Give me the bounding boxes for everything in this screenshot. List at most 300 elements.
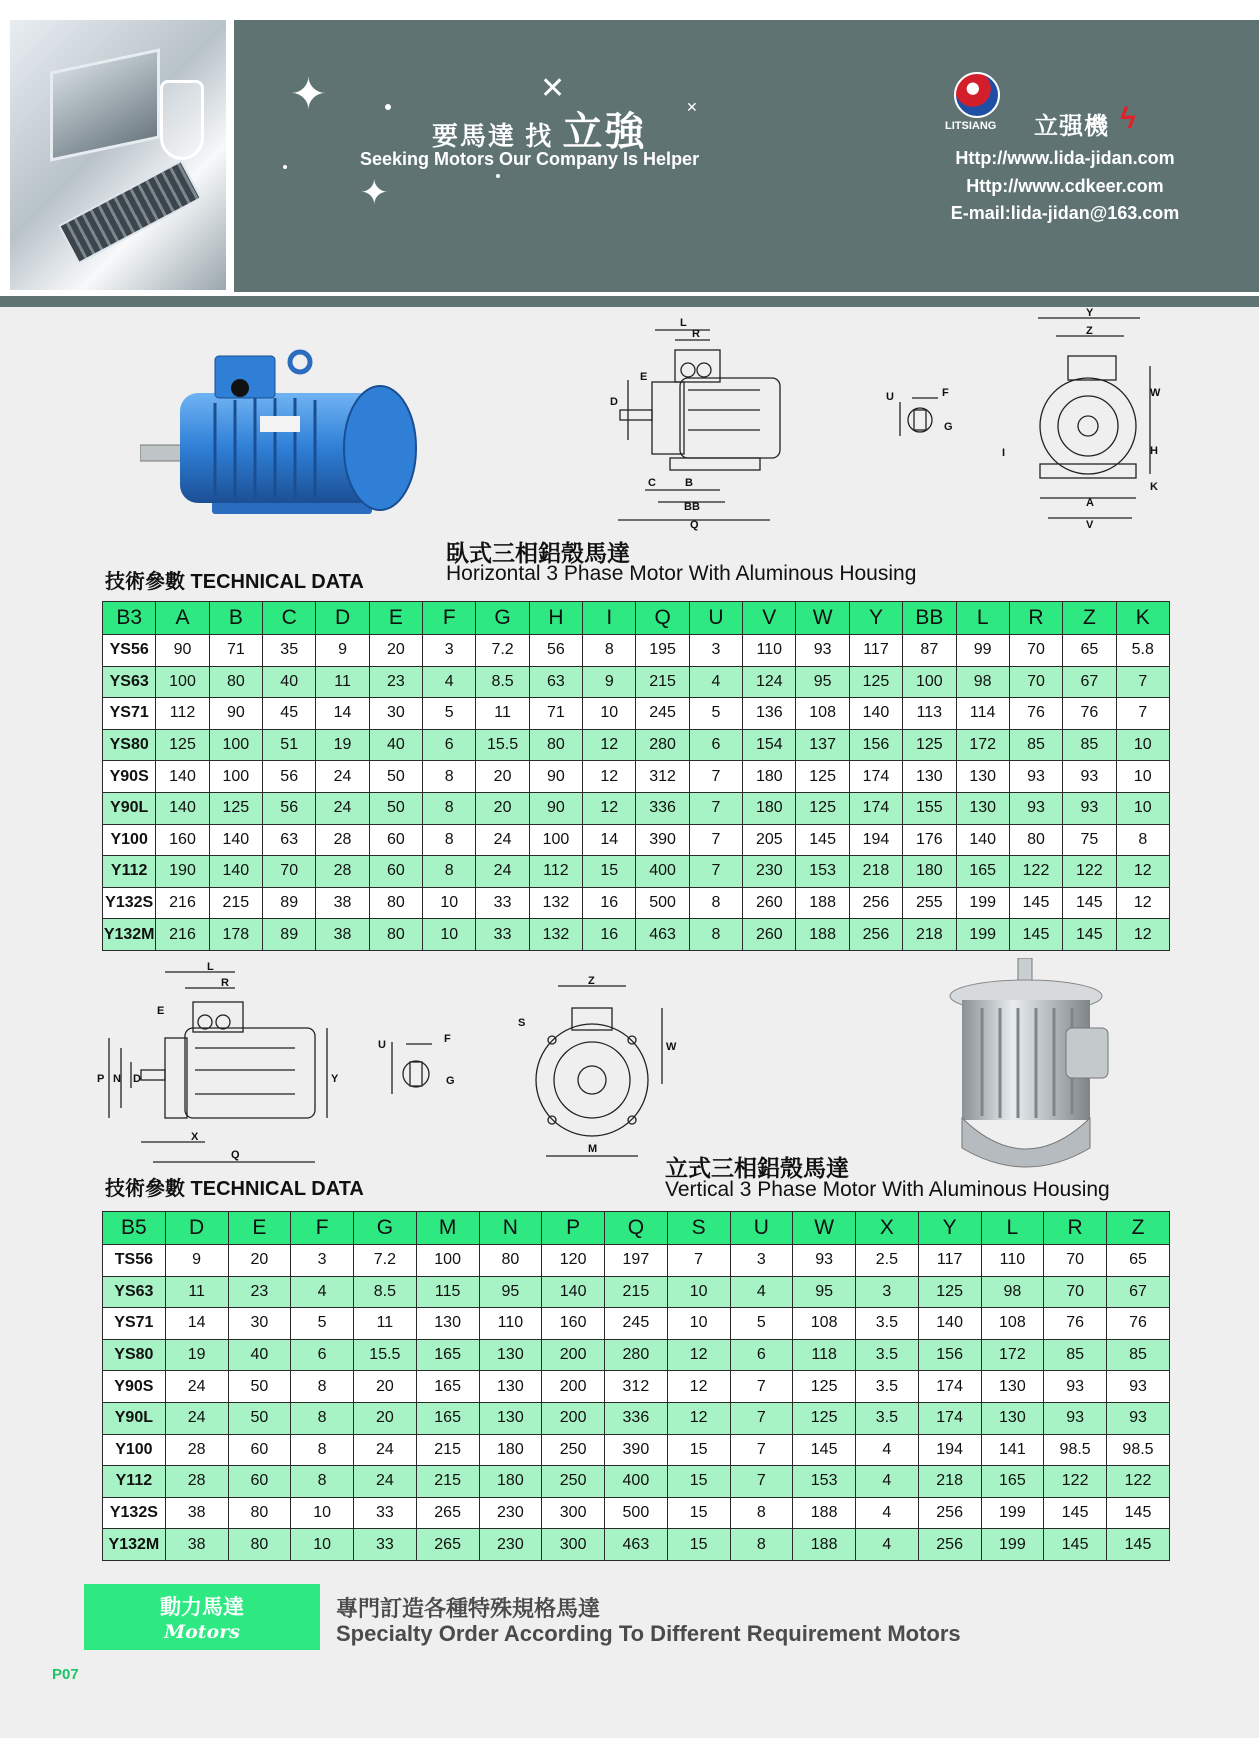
- section1-tech-title: 技術參數 TECHNICAL DATA: [105, 571, 364, 593]
- value-cell: 4: [856, 1497, 919, 1529]
- value-cell: 80: [209, 666, 262, 698]
- value-cell: 50: [369, 792, 422, 824]
- footer-slogan-en: Specialty Order According To Different Requirement Motors: [336, 1621, 961, 1646]
- dim-label: F: [942, 387, 949, 399]
- value-cell: 218: [849, 856, 902, 888]
- column-header: B: [209, 602, 262, 635]
- value-cell: 245: [636, 698, 689, 730]
- column-header: Q: [636, 602, 689, 635]
- value-cell: 20: [476, 792, 529, 824]
- value-cell: 112: [529, 856, 582, 888]
- value-cell: 130: [479, 1371, 542, 1403]
- dim-label: Q: [690, 519, 699, 531]
- value-cell: 250: [542, 1434, 605, 1466]
- value-cell: 14: [583, 824, 636, 856]
- value-cell: 195: [636, 635, 689, 667]
- value-cell: 130: [479, 1402, 542, 1434]
- dim-label: Z: [588, 975, 595, 987]
- value-cell: 67: [1063, 666, 1116, 698]
- value-cell: 10: [583, 698, 636, 730]
- value-cell: 98: [981, 1276, 1044, 1308]
- value-cell: 199: [956, 919, 1009, 951]
- value-cell: 215: [605, 1276, 668, 1308]
- value-cell: 390: [636, 824, 689, 856]
- dim-label: Y: [331, 1073, 339, 1085]
- value-cell: 140: [156, 761, 209, 793]
- dim-label: G: [446, 1075, 455, 1087]
- value-cell: 125: [918, 1276, 981, 1308]
- value-cell: 256: [849, 887, 902, 919]
- value-cell: 176: [903, 824, 956, 856]
- lightning-bolt-icon: ϟ: [1120, 102, 1136, 135]
- model-cell: Y132M: [103, 1529, 166, 1561]
- value-cell: 145: [1009, 887, 1062, 919]
- value-cell: 50: [369, 761, 422, 793]
- badge-chinese: 動力馬達: [160, 1596, 244, 1619]
- office-photo: [8, 18, 228, 292]
- value-cell: 90: [156, 635, 209, 667]
- value-cell: 280: [636, 729, 689, 761]
- value-cell: 280: [605, 1339, 668, 1371]
- value-cell: 16: [583, 919, 636, 951]
- column-header: L: [956, 602, 1009, 635]
- dim-label: E: [157, 1005, 165, 1017]
- value-cell: 153: [796, 856, 849, 888]
- value-cell: 40: [263, 666, 316, 698]
- website-link-2[interactable]: Http://www.cdkeer.com: [966, 176, 1164, 196]
- value-cell: 165: [416, 1371, 479, 1403]
- value-cell: 40: [228, 1339, 291, 1371]
- glass-image: [160, 80, 204, 160]
- value-cell: 100: [156, 666, 209, 698]
- website-link-1[interactable]: Http://www.lida-jidan.com: [955, 148, 1175, 168]
- value-cell: 95: [793, 1276, 856, 1308]
- value-cell: 80: [1009, 824, 1062, 856]
- value-cell: 80: [479, 1245, 542, 1277]
- value-cell: 122: [1107, 1466, 1170, 1498]
- value-cell: 113: [903, 698, 956, 730]
- table-header-row: [103, 602, 1170, 635]
- value-cell: 7: [689, 824, 742, 856]
- value-cell: 230: [479, 1497, 542, 1529]
- value-cell: 100: [529, 824, 582, 856]
- value-cell: 11: [476, 698, 529, 730]
- column-header: P: [542, 1212, 605, 1245]
- sparkle-icon: ✕: [686, 99, 698, 115]
- value-cell: 145: [796, 824, 849, 856]
- badge-english: Motors: [164, 1621, 240, 1643]
- value-cell: 93: [1107, 1371, 1170, 1403]
- value-cell: 23: [369, 666, 422, 698]
- section2-tech-title: 技術參數 TECHNICAL DATA: [105, 1178, 364, 1200]
- value-cell: 4: [856, 1466, 919, 1498]
- value-cell: 199: [981, 1497, 1044, 1529]
- value-cell: 110: [743, 635, 796, 667]
- value-cell: 4: [689, 666, 742, 698]
- value-cell: 90: [529, 761, 582, 793]
- value-cell: 3: [856, 1276, 919, 1308]
- column-header: H: [529, 602, 582, 635]
- value-cell: 132: [529, 919, 582, 951]
- value-cell: 140: [956, 824, 1009, 856]
- value-cell: 12: [1116, 919, 1169, 951]
- column-header: W: [793, 1212, 856, 1245]
- value-cell: 4: [856, 1434, 919, 1466]
- value-cell: 60: [369, 824, 422, 856]
- value-cell: 93: [1063, 761, 1116, 793]
- value-cell: 76: [1044, 1308, 1107, 1340]
- value-cell: 130: [956, 761, 1009, 793]
- logo-english: LITSIANG: [945, 120, 997, 132]
- value-cell: 165: [956, 856, 1009, 888]
- value-cell: 11: [316, 666, 369, 698]
- value-cell: 312: [636, 761, 689, 793]
- value-cell: 256: [918, 1529, 981, 1561]
- value-cell: 6: [730, 1339, 793, 1371]
- section1-product-title-cn: 臥式三相鋁殼馬達: [446, 540, 630, 566]
- value-cell: 65: [1107, 1245, 1170, 1277]
- model-cell: YS80: [103, 1339, 166, 1371]
- value-cell: 336: [636, 792, 689, 824]
- value-cell: 199: [956, 887, 1009, 919]
- column-header: G: [476, 602, 529, 635]
- value-cell: 24: [165, 1371, 228, 1403]
- value-cell: 180: [743, 761, 796, 793]
- value-cell: 180: [743, 792, 796, 824]
- value-cell: 218: [903, 919, 956, 951]
- dim-label: F: [444, 1033, 451, 1045]
- motors-badge: [84, 1584, 320, 1650]
- value-cell: 98: [956, 666, 1009, 698]
- value-cell: 63: [263, 824, 316, 856]
- value-cell: 160: [156, 824, 209, 856]
- horizontal-front-view-drawing: [1000, 306, 1170, 532]
- value-cell: 71: [209, 635, 262, 667]
- value-cell: 110: [479, 1308, 542, 1340]
- value-cell: 33: [354, 1497, 417, 1529]
- value-cell: 194: [918, 1434, 981, 1466]
- value-cell: 71: [529, 698, 582, 730]
- value-cell: 155: [903, 792, 956, 824]
- value-cell: 500: [605, 1497, 668, 1529]
- value-cell: 3: [291, 1245, 354, 1277]
- company-logo-icon: [954, 72, 1000, 118]
- value-cell: 24: [165, 1402, 228, 1434]
- value-cell: 5.8: [1116, 635, 1169, 667]
- value-cell: 154: [743, 729, 796, 761]
- value-cell: 124: [743, 666, 796, 698]
- model-cell: YS71: [103, 1308, 166, 1340]
- value-cell: 63: [529, 666, 582, 698]
- model-cell: TS56: [103, 1245, 166, 1277]
- value-cell: 40: [369, 729, 422, 761]
- value-cell: 89: [263, 887, 316, 919]
- value-cell: 70: [1044, 1276, 1107, 1308]
- value-cell: 172: [981, 1339, 1044, 1371]
- value-cell: 24: [476, 824, 529, 856]
- value-cell: 188: [793, 1529, 856, 1561]
- value-cell: 3: [689, 635, 742, 667]
- value-cell: 10: [423, 919, 476, 951]
- value-cell: 122: [1009, 856, 1062, 888]
- value-cell: 12: [1116, 856, 1169, 888]
- value-cell: 8: [689, 919, 742, 951]
- dim-label: R: [221, 977, 229, 989]
- page-header: [0, 0, 1259, 300]
- value-cell: 28: [316, 856, 369, 888]
- table-row: [103, 1466, 1170, 1498]
- value-cell: 140: [209, 856, 262, 888]
- value-cell: 218: [918, 1466, 981, 1498]
- dim-label: BB: [684, 501, 700, 513]
- table-row: [103, 887, 1170, 919]
- value-cell: 11: [354, 1308, 417, 1340]
- value-cell: 110: [981, 1245, 1044, 1277]
- value-cell: 12: [583, 761, 636, 793]
- column-header: G: [354, 1212, 417, 1245]
- value-cell: 67: [1107, 1276, 1170, 1308]
- value-cell: 245: [605, 1308, 668, 1340]
- dim-label: Q: [231, 1149, 240, 1161]
- slogan-chinese: 要馬達 找 立強: [432, 110, 647, 154]
- model-cell: YS56: [103, 635, 156, 667]
- vertical-shaft-key-drawing: [370, 1024, 464, 1104]
- section2-product-title-en: Vertical 3 Phase Motor With Aluminous Housing: [665, 1178, 1110, 1201]
- table-row: [103, 761, 1170, 793]
- vertical-front-view-drawing: [512, 972, 682, 1162]
- value-cell: 80: [369, 919, 422, 951]
- value-cell: 14: [316, 698, 369, 730]
- value-cell: 38: [165, 1497, 228, 1529]
- column-header: F: [291, 1212, 354, 1245]
- value-cell: 93: [796, 635, 849, 667]
- value-cell: 24: [354, 1466, 417, 1498]
- value-cell: 50: [228, 1402, 291, 1434]
- value-cell: 99: [956, 635, 1009, 667]
- value-cell: 300: [542, 1497, 605, 1529]
- dim-label: H: [1150, 445, 1158, 457]
- value-cell: 260: [743, 919, 796, 951]
- value-cell: 8: [423, 856, 476, 888]
- value-cell: 200: [542, 1339, 605, 1371]
- value-cell: 12: [667, 1402, 730, 1434]
- column-header: U: [689, 602, 742, 635]
- value-cell: 140: [849, 698, 902, 730]
- value-cell: 19: [165, 1339, 228, 1371]
- table-row: [103, 1529, 1170, 1561]
- column-header: N: [479, 1212, 542, 1245]
- dim-label: A: [1086, 497, 1094, 509]
- value-cell: 230: [743, 856, 796, 888]
- value-cell: 145: [1044, 1529, 1107, 1561]
- value-cell: 145: [1063, 919, 1116, 951]
- column-header: D: [165, 1212, 228, 1245]
- value-cell: 165: [416, 1402, 479, 1434]
- model-cell: YS63: [103, 1276, 166, 1308]
- value-cell: 60: [228, 1466, 291, 1498]
- model-cell: Y132S: [103, 1497, 166, 1529]
- table-row: [103, 698, 1170, 730]
- value-cell: 70: [1044, 1245, 1107, 1277]
- value-cell: 120: [542, 1245, 605, 1277]
- value-cell: 35: [263, 635, 316, 667]
- value-cell: 7: [730, 1466, 793, 1498]
- value-cell: 24: [316, 761, 369, 793]
- dim-label: R: [692, 328, 700, 340]
- value-cell: 463: [605, 1529, 668, 1561]
- value-cell: 8: [1116, 824, 1169, 856]
- value-cell: 11: [165, 1276, 228, 1308]
- value-cell: 19: [316, 729, 369, 761]
- value-cell: 12: [667, 1371, 730, 1403]
- model-cell: Y112: [103, 1466, 166, 1498]
- column-header: R: [1044, 1212, 1107, 1245]
- slogan-english: Seeking Motors Our Company Is Helper: [360, 149, 700, 169]
- dim-label: W: [1150, 387, 1161, 399]
- value-cell: 260: [743, 887, 796, 919]
- vertical-motor-data-table: [102, 1211, 1170, 1561]
- value-cell: 145: [1063, 887, 1116, 919]
- column-header: C: [263, 602, 316, 635]
- horizontal-side-view-drawing: [600, 310, 830, 540]
- value-cell: 60: [228, 1434, 291, 1466]
- value-cell: 4: [291, 1276, 354, 1308]
- value-cell: 23: [228, 1276, 291, 1308]
- value-cell: 140: [156, 792, 209, 824]
- value-cell: 24: [354, 1434, 417, 1466]
- value-cell: 51: [263, 729, 316, 761]
- value-cell: 230: [479, 1529, 542, 1561]
- value-cell: 10: [291, 1497, 354, 1529]
- dim-label: D: [133, 1073, 141, 1085]
- model-cell: Y90S: [103, 1371, 166, 1403]
- value-cell: 8: [730, 1529, 793, 1561]
- value-cell: 216: [156, 887, 209, 919]
- value-cell: 188: [796, 887, 849, 919]
- value-cell: 215: [636, 666, 689, 698]
- value-cell: 463: [636, 919, 689, 951]
- value-cell: 5: [730, 1308, 793, 1340]
- value-cell: 178: [209, 919, 262, 951]
- value-cell: 7: [730, 1434, 793, 1466]
- value-cell: 300: [542, 1529, 605, 1561]
- value-cell: 256: [849, 919, 902, 951]
- dim-label: L: [207, 961, 214, 973]
- value-cell: 20: [476, 761, 529, 793]
- value-cell: 93: [1009, 792, 1062, 824]
- value-cell: 255: [903, 887, 956, 919]
- value-cell: 160: [542, 1308, 605, 1340]
- column-header: R: [1009, 602, 1062, 635]
- value-cell: 15.5: [476, 729, 529, 761]
- value-cell: 33: [476, 919, 529, 951]
- value-cell: 265: [416, 1529, 479, 1561]
- value-cell: 98.5: [1107, 1434, 1170, 1466]
- value-cell: 172: [956, 729, 1009, 761]
- email-link[interactable]: E-mail:lida-jidan@163.com: [950, 203, 1180, 223]
- value-cell: 12: [1116, 887, 1169, 919]
- value-cell: 87: [903, 635, 956, 667]
- value-cell: 76: [1063, 698, 1116, 730]
- value-cell: 312: [605, 1371, 668, 1403]
- value-cell: 141: [981, 1434, 1044, 1466]
- value-cell: 80: [228, 1529, 291, 1561]
- value-cell: 215: [209, 887, 262, 919]
- value-cell: 20: [228, 1245, 291, 1277]
- value-cell: 174: [849, 761, 902, 793]
- value-cell: 7: [1116, 666, 1169, 698]
- value-cell: 80: [529, 729, 582, 761]
- value-cell: 95: [796, 666, 849, 698]
- value-cell: 7: [689, 856, 742, 888]
- dim-label: M: [588, 1143, 598, 1155]
- value-cell: 156: [849, 729, 902, 761]
- value-cell: 180: [479, 1466, 542, 1498]
- model-cell: YS63: [103, 666, 156, 698]
- value-cell: 145: [1107, 1497, 1170, 1529]
- value-cell: 70: [1009, 635, 1062, 667]
- value-cell: 153: [793, 1466, 856, 1498]
- value-cell: 118: [793, 1339, 856, 1371]
- dim-label: P: [97, 1073, 105, 1085]
- value-cell: 130: [479, 1339, 542, 1371]
- model-cell: YS80: [103, 729, 156, 761]
- value-cell: 15.5: [354, 1339, 417, 1371]
- table-row: [103, 919, 1170, 951]
- value-cell: 76: [1009, 698, 1062, 730]
- value-cell: 15: [667, 1434, 730, 1466]
- value-cell: 125: [796, 761, 849, 793]
- value-cell: 85: [1107, 1339, 1170, 1371]
- value-cell: 130: [416, 1308, 479, 1340]
- horizontal-motor-data-table: [102, 601, 1170, 951]
- column-header: Q: [605, 1212, 668, 1245]
- value-cell: 7.2: [476, 635, 529, 667]
- value-cell: 140: [542, 1276, 605, 1308]
- value-cell: 100: [416, 1245, 479, 1277]
- value-cell: 9: [583, 666, 636, 698]
- value-cell: 38: [165, 1529, 228, 1561]
- value-cell: 400: [605, 1466, 668, 1498]
- value-cell: 95: [479, 1276, 542, 1308]
- value-cell: 100: [209, 729, 262, 761]
- dim-label: E: [640, 371, 648, 383]
- model-cell: Y100: [103, 1434, 166, 1466]
- value-cell: 114: [956, 698, 1009, 730]
- value-cell: 33: [476, 887, 529, 919]
- value-cell: 80: [228, 1497, 291, 1529]
- page-number: P07: [52, 1666, 79, 1683]
- table-row: [103, 792, 1170, 824]
- value-cell: 75: [1063, 824, 1116, 856]
- star-dot: [496, 174, 500, 178]
- value-cell: 174: [849, 792, 902, 824]
- value-cell: 3.5: [856, 1371, 919, 1403]
- model-cell: Y90L: [103, 792, 156, 824]
- value-cell: 8: [423, 761, 476, 793]
- model-cell: Y90S: [103, 761, 156, 793]
- value-cell: 6: [291, 1339, 354, 1371]
- value-cell: 4: [856, 1529, 919, 1561]
- table-header-row: [103, 1212, 1170, 1245]
- value-cell: 80: [369, 887, 422, 919]
- value-cell: 115: [416, 1276, 479, 1308]
- value-cell: 3: [730, 1245, 793, 1277]
- table-row: [103, 729, 1170, 761]
- value-cell: 108: [981, 1308, 1044, 1340]
- value-cell: 50: [228, 1371, 291, 1403]
- column-header: I: [583, 602, 636, 635]
